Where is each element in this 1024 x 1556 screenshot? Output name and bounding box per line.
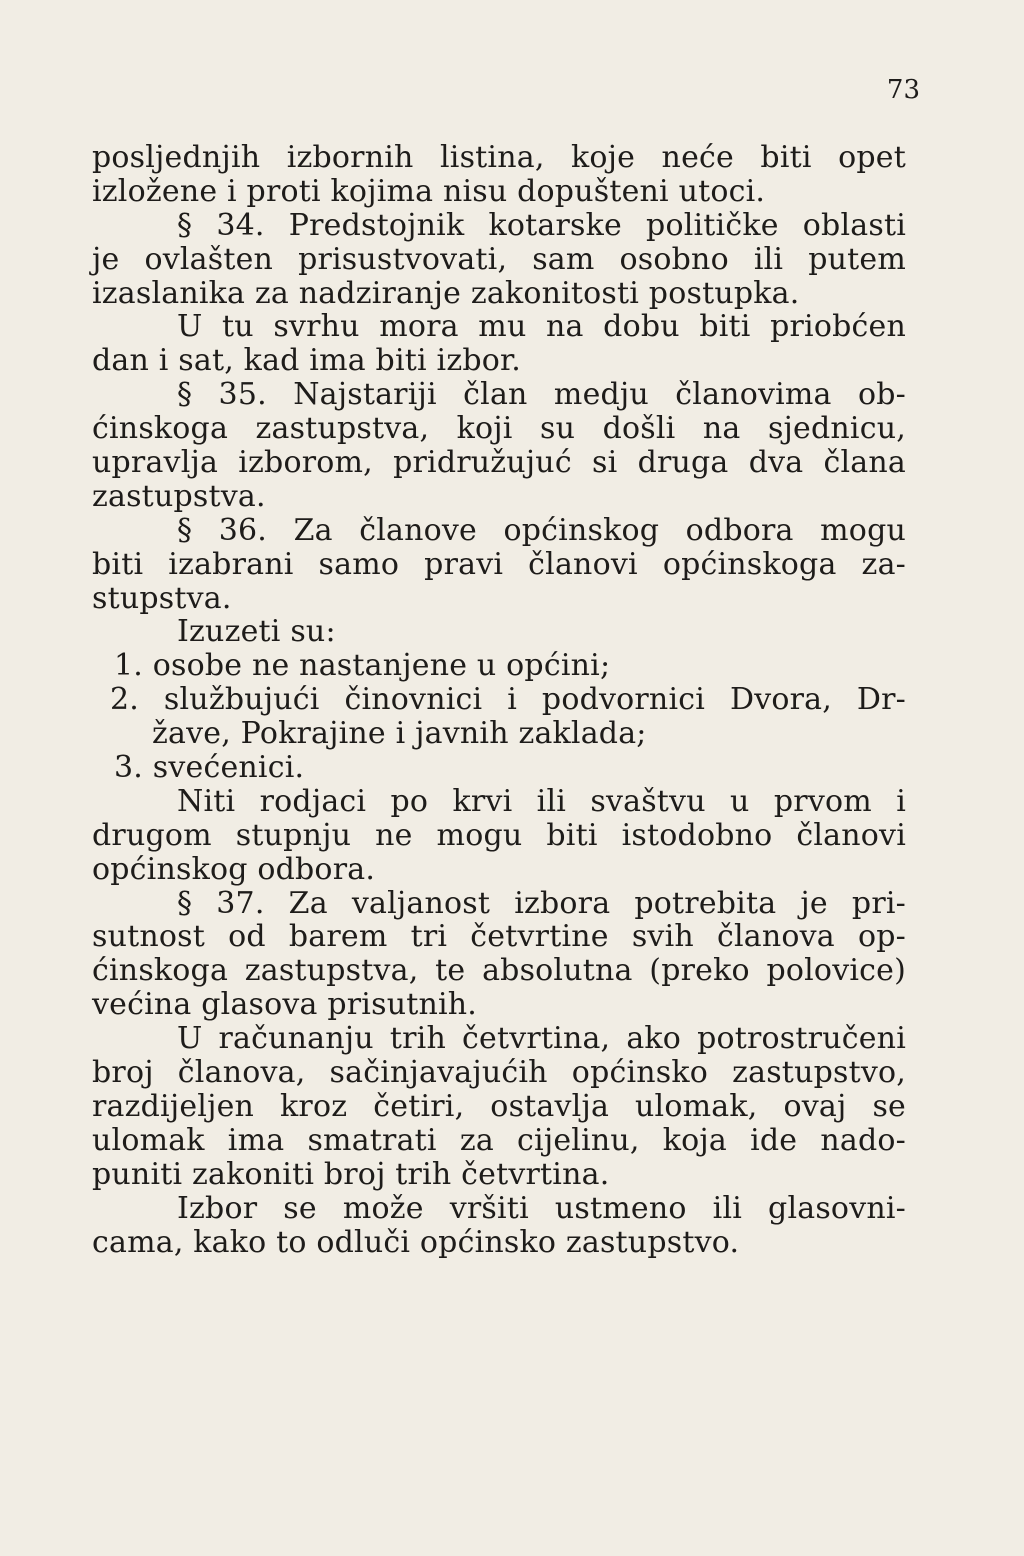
text-line: puniti zakoniti broj trih četvrtina. [92,1156,610,1192]
text-line: Niti rodjaci po krvi ili svaštvu u prvom i [177,783,906,819]
text-line: izložene i proti kojima nisu dopušteni utoci. [92,173,766,209]
text-line: sutnost od barem tri četvrtine svih članova op- [92,919,906,955]
text-line: ćinskoga zastupstva, koji su došli na sjednicu, [92,411,906,447]
list-item: 2. službujući činovnici i podvornici Dvora, Dr- [110,682,906,718]
text-line: biti izabrani samo pravi članovi općinskoga za- [92,546,906,582]
text-line: drugom stupnju ne mogu biti istodobno članovi [92,817,906,853]
text-line: dan i sat, kad ima biti izbor. [92,343,521,379]
text-line: U računanju trih četvrtina, ako potrostručeni [177,1021,906,1057]
text-line: razdijeljen kroz četiri, ostavlja ulomak, ovaj se [92,1088,906,1124]
body-text [92,141,906,1259]
text-line: cama, kako to odluči općinsko zastupstvo. [92,1224,740,1260]
text-line: ćinskoga zastupstva, te absolutna (preko polovice) [92,953,906,989]
text-line: posljednjih izbornih listina, koje neće biti opet [92,140,906,175]
text-line: broj članova, sačinjavajućih općinsko zastupstvo, [92,1055,906,1091]
text-line: zastupstva. [92,478,266,514]
text-line: općinskog odbora. [92,851,376,887]
text-line: U tu svrhu mora mu na dobu biti priobćen [177,309,906,345]
list-item-continuation: žave, Pokrajine i javnih zaklada; [152,716,647,752]
text-line: upravlja izborom, pridružujuć si druga dva člana [92,445,906,481]
text-line: ulomak ima smatrati za cijelinu, koja ide nado- [92,1122,906,1158]
text-line: § 36. Za članove općinskog odbora mogu [177,512,906,548]
page-number: 73 [886,75,920,105]
text-line: Izbor se može vršiti ustmeno ili glasovni- [177,1190,906,1226]
text-line: je ovlašten prisustvovati, sam osobno ili putem [92,241,906,277]
list-item: 3. svećenici. [114,750,305,786]
text-line: stupstva. [92,580,232,616]
text-line: izaslanika za nadziranje zakonitosti postupka. [92,275,800,311]
text-line: § 35. Najstariji član medju članovima ob- [177,377,906,413]
text-line: Izuzeti su: [177,614,336,650]
text-line: § 34. Predstojnik kotarske političke oblasti [177,207,906,243]
text-line: § 37. Za valjanost izbora potrebita je pri- [177,885,906,921]
text-line: većina glasova prisutnih. [92,987,478,1023]
list-item: 1. osobe ne nastanjene u općini; [114,648,611,684]
